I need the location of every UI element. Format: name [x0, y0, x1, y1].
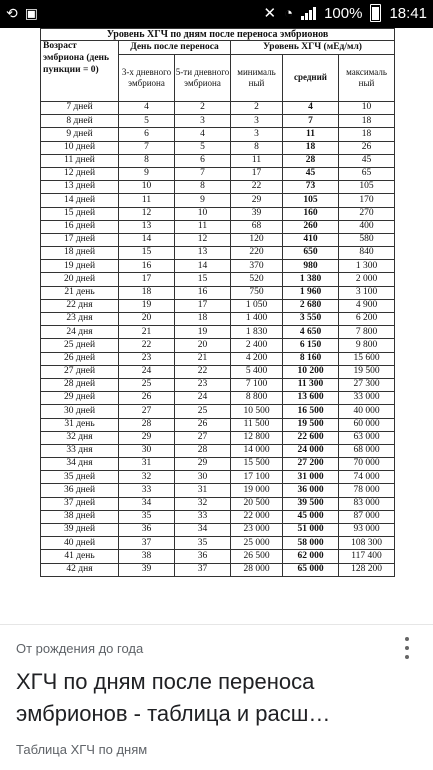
table-cell: 36: [119, 524, 175, 537]
table-cell: 28: [175, 444, 231, 457]
table-cell: 15: [119, 247, 175, 260]
table-row: [41, 167, 395, 180]
table-row: [41, 220, 395, 233]
table-cell: 32 дня: [41, 431, 119, 444]
table-cell: 27: [119, 405, 175, 418]
table-cell: 78 000: [339, 484, 395, 497]
table-cell: 40 000: [339, 405, 395, 418]
table-cell: 2 000: [339, 273, 395, 286]
table-cell: 38: [119, 550, 175, 563]
table-cell: 5: [175, 141, 231, 154]
table-row: [41, 484, 395, 497]
table-row: [41, 247, 395, 260]
table-cell: 8: [175, 181, 231, 194]
table-cell: 39 500: [283, 497, 339, 510]
battery-icon: [370, 4, 381, 22]
table-cell: 4 900: [339, 299, 395, 312]
table-cell: 9: [175, 194, 231, 207]
table-cell: 19 500: [339, 365, 395, 378]
table-cell: 35 дней: [41, 471, 119, 484]
table-row: [41, 537, 395, 550]
table-cell: 12: [119, 207, 175, 220]
table-cell: 30: [119, 444, 175, 457]
table-row: [41, 471, 395, 484]
table-cell: 29: [231, 194, 283, 207]
table-cell: 13: [119, 220, 175, 233]
table-cell: 9 дней: [41, 128, 119, 141]
table-cell: 39 дней: [41, 524, 119, 537]
table-cell: 13: [175, 247, 231, 260]
table-cell: 21: [175, 352, 231, 365]
table-row: [41, 563, 395, 576]
table-cell: 11 дней: [41, 154, 119, 167]
table-cell: 33: [119, 484, 175, 497]
table-cell: 4 200: [231, 352, 283, 365]
table-row: [41, 181, 395, 194]
table-row: [41, 418, 395, 431]
table-cell: 9 800: [339, 339, 395, 352]
table-cell: 18: [339, 115, 395, 128]
hcg-table: [40, 28, 395, 577]
table-cell: 19 500: [283, 418, 339, 431]
divider: [0, 624, 433, 625]
table-cell: 400: [339, 220, 395, 233]
table-row: [41, 194, 395, 207]
table-cell: 1 050: [231, 299, 283, 312]
table-cell: 37: [119, 537, 175, 550]
table-cell: 170: [339, 194, 395, 207]
table-cell: 11: [231, 154, 283, 167]
table-cell: 13 600: [283, 392, 339, 405]
table-cell: 580: [339, 233, 395, 246]
table-cell: 22: [175, 365, 231, 378]
table-row: [41, 207, 395, 220]
table-cell: 18: [283, 141, 339, 154]
result-subtitle: Таблица ХГЧ по дням: [16, 742, 148, 757]
table-cell: 1 300: [339, 260, 395, 273]
table-cell: 24 000: [283, 444, 339, 457]
table-cell: 45: [339, 154, 395, 167]
group-day-header: День после переноса: [119, 41, 231, 55]
hcg-table-image: [40, 28, 394, 624]
col-d3-header: 3-х дневного эмбриона: [119, 55, 175, 102]
table-cell: 73: [283, 181, 339, 194]
table-cell: 37: [175, 563, 231, 576]
table-cell: 26 500: [231, 550, 283, 563]
table-cell: 26: [175, 418, 231, 431]
result-title[interactable]: ХГЧ по дням после переноса эмбрионов - таблица и расш…: [16, 669, 331, 726]
table-cell: 10 дней: [41, 141, 119, 154]
table-cell: 4: [119, 102, 175, 115]
table-cell: 7: [175, 167, 231, 180]
table-cell: 750: [231, 286, 283, 299]
table-cell: 28: [283, 154, 339, 167]
table-cell: 11: [175, 220, 231, 233]
table-cell: 23 дня: [41, 313, 119, 326]
table-cell: 87 000: [339, 510, 395, 523]
table-cell: 12 800: [231, 431, 283, 444]
table-cell: 34 дня: [41, 458, 119, 471]
table-cell: 27 300: [339, 378, 395, 391]
table-cell: 1 400: [231, 313, 283, 326]
table-row: [41, 154, 395, 167]
table-cell: 93 000: [339, 524, 395, 537]
table-cell: 3: [175, 115, 231, 128]
table-cell: 22: [231, 181, 283, 194]
table-cell: 28 000: [231, 563, 283, 576]
col-min-header: минималь ный: [231, 55, 283, 102]
table-cell: 16 500: [283, 405, 339, 418]
table-cell: 14 дней: [41, 194, 119, 207]
table-cell: 28: [119, 418, 175, 431]
table-cell: 40 дней: [41, 537, 119, 550]
table-row: [41, 405, 395, 418]
table-cell: 3 550: [283, 313, 339, 326]
table-cell: 5 400: [231, 365, 283, 378]
table-row: [41, 458, 395, 471]
table-cell: 65 000: [283, 563, 339, 576]
table-cell: 22 дня: [41, 299, 119, 312]
table-cell: 45 000: [283, 510, 339, 523]
table-cell: 25: [119, 378, 175, 391]
table-cell: 34: [119, 497, 175, 510]
table-cell: 11: [119, 194, 175, 207]
table-cell: 1 380: [283, 273, 339, 286]
table-cell: 3: [231, 115, 283, 128]
table-cell: 117 400: [339, 550, 395, 563]
table-cell: 15: [175, 273, 231, 286]
table-row: [41, 299, 395, 312]
more-options-icon[interactable]: [400, 635, 414, 661]
table-cell: 31: [175, 484, 231, 497]
table-cell: 6: [175, 154, 231, 167]
table-cell: 17: [175, 299, 231, 312]
table-cell: 22 600: [283, 431, 339, 444]
table-cell: 980: [283, 260, 339, 273]
table-row: [41, 141, 395, 154]
table-cell: 24: [175, 392, 231, 405]
table-cell: 31: [119, 458, 175, 471]
table-row: [41, 286, 395, 299]
table-cell: 18: [119, 286, 175, 299]
table-cell: 220: [231, 247, 283, 260]
table-cell: 128 200: [339, 563, 395, 576]
table-cell: 39: [231, 207, 283, 220]
table-cell: 29: [175, 458, 231, 471]
signal-icon: [301, 6, 316, 20]
sync-icon: ⟲: [6, 5, 19, 21]
table-cell: 17: [231, 167, 283, 180]
table-cell: 34: [175, 524, 231, 537]
table-cell: 105: [283, 194, 339, 207]
table-cell: 18: [339, 128, 395, 141]
table-cell: 2: [231, 102, 283, 115]
table-cell: 30: [175, 471, 231, 484]
table-cell: 120: [231, 233, 283, 246]
table-row: [41, 352, 395, 365]
table-cell: 20: [175, 339, 231, 352]
table-cell: 160: [283, 207, 339, 220]
table-row: [41, 326, 395, 339]
table-row: [41, 128, 395, 141]
table-cell: 41 день: [41, 550, 119, 563]
status-bar: [0, 0, 433, 28]
table-cell: 650: [283, 247, 339, 260]
table-cell: 840: [339, 247, 395, 260]
table-cell: 410: [283, 233, 339, 246]
table-row: [41, 365, 395, 378]
table-cell: 7 100: [231, 378, 283, 391]
table-cell: 23: [175, 378, 231, 391]
table-cell: 7: [119, 141, 175, 154]
clock: 18:41: [389, 4, 427, 22]
table-cell: 7 дней: [41, 102, 119, 115]
table-row: [41, 273, 395, 286]
table-cell: 23: [119, 352, 175, 365]
table-cell: 10: [339, 102, 395, 115]
table-cell: 11 500: [231, 418, 283, 431]
table-cell: 2 680: [283, 299, 339, 312]
table-cell: 18 дней: [41, 247, 119, 260]
table-cell: 260: [283, 220, 339, 233]
table-cell: 3: [231, 128, 283, 141]
table-cell: 23 000: [231, 524, 283, 537]
table-cell: 28 дней: [41, 378, 119, 391]
table-cell: 25: [175, 405, 231, 418]
table-cell: 35: [119, 510, 175, 523]
table-cell: 60 000: [339, 418, 395, 431]
table-cell: 2: [175, 102, 231, 115]
table-cell: 33 дня: [41, 444, 119, 457]
table-cell: 1 830: [231, 326, 283, 339]
table-row: [41, 260, 395, 273]
table-cell: 4 650: [283, 326, 339, 339]
table-cell: 9: [119, 167, 175, 180]
table-cell: 19 000: [231, 484, 283, 497]
table-row: [41, 102, 395, 115]
status-bar-right: [263, 4, 427, 22]
table-cell: 19: [175, 326, 231, 339]
table-row: [41, 524, 395, 537]
table-cell: 270: [339, 207, 395, 220]
image-icon: ▣: [24, 5, 39, 21]
table-caption: Уровень ХГЧ по дням после переноса эмбрионов: [41, 29, 395, 41]
table-cell: 10 500: [231, 405, 283, 418]
table-cell: 8: [119, 154, 175, 167]
table-cell: 22 000: [231, 510, 283, 523]
table-cell: 26: [339, 141, 395, 154]
table-row: [41, 115, 395, 128]
table-cell: 32: [119, 471, 175, 484]
table-cell: 7 800: [339, 326, 395, 339]
table-cell: 8 800: [231, 392, 283, 405]
table-cell: 6: [119, 128, 175, 141]
table-cell: 21: [119, 326, 175, 339]
table-cell: 4: [175, 128, 231, 141]
table-cell: 25 дней: [41, 339, 119, 352]
table-row: [41, 233, 395, 246]
table-cell: 11: [283, 128, 339, 141]
table-cell: 16 дней: [41, 220, 119, 233]
table-cell: 68: [231, 220, 283, 233]
table-row: [41, 497, 395, 510]
table-row: [41, 510, 395, 523]
table-cell: 21 день: [41, 286, 119, 299]
table-cell: 42 дня: [41, 563, 119, 576]
table-cell: 36 000: [283, 484, 339, 497]
table-cell: 8 160: [283, 352, 339, 365]
table-cell: 83 000: [339, 497, 395, 510]
col-age-header: Возраст эмбриона (день пункции = 0): [41, 41, 119, 102]
table-cell: 10 200: [283, 365, 339, 378]
col-d5-header: 5-ти дневного эмбриона: [175, 55, 231, 102]
table-cell: 12 дней: [41, 167, 119, 180]
table-cell: 20 500: [231, 497, 283, 510]
table-cell: 45: [283, 167, 339, 180]
table-cell: 1 960: [283, 286, 339, 299]
table-cell: 16: [119, 260, 175, 273]
table-cell: 27 200: [283, 458, 339, 471]
table-cell: 13 дней: [41, 181, 119, 194]
table-cell: 7: [283, 115, 339, 128]
status-bar-left: [6, 5, 39, 22]
table-cell: 31 день: [41, 418, 119, 431]
table-cell: 10: [119, 181, 175, 194]
table-row: [41, 444, 395, 457]
table-cell: 15 500: [231, 458, 283, 471]
table-cell: 33: [175, 510, 231, 523]
table-cell: 36: [175, 550, 231, 563]
table-cell: 37 дней: [41, 497, 119, 510]
result-source[interactable]: От рождения до года: [16, 641, 144, 656]
table-cell: 58 000: [283, 537, 339, 550]
table-cell: 3 100: [339, 286, 395, 299]
table-row: [41, 392, 395, 405]
col-avg-header: средний: [283, 55, 339, 102]
table-cell: 19: [119, 299, 175, 312]
table-cell: 17: [119, 273, 175, 286]
table-cell: 22: [119, 339, 175, 352]
table-cell: 8: [231, 141, 283, 154]
wifi-icon: ◔: [284, 4, 294, 22]
table-row: [41, 378, 395, 391]
table-cell: 14: [175, 260, 231, 273]
table-cell: 24 дня: [41, 326, 119, 339]
table-cell: 520: [231, 273, 283, 286]
table-cell: 5: [119, 115, 175, 128]
table-cell: 15 дней: [41, 207, 119, 220]
table-cell: 51 000: [283, 524, 339, 537]
table-cell: 15 600: [339, 352, 395, 365]
table-cell: 4: [283, 102, 339, 115]
table-row: [41, 550, 395, 563]
table-cell: 38 дней: [41, 510, 119, 523]
result-image[interactable]: [0, 28, 433, 624]
table-cell: 30 дней: [41, 405, 119, 418]
table-cell: 26: [119, 392, 175, 405]
table-cell: 33 000: [339, 392, 395, 405]
table-cell: 12: [175, 233, 231, 246]
table-cell: 17 дней: [41, 233, 119, 246]
table-cell: 63 000: [339, 431, 395, 444]
table-cell: 24: [119, 365, 175, 378]
table-cell: 65: [339, 167, 395, 180]
table-body: [41, 102, 395, 577]
table-cell: 108 300: [339, 537, 395, 550]
table-cell: 29 дней: [41, 392, 119, 405]
table-cell: 25 000: [231, 537, 283, 550]
table-cell: 11 300: [283, 378, 339, 391]
table-cell: 19 дней: [41, 260, 119, 273]
col-max-header: максималь ный: [339, 55, 395, 102]
group-level-header: Уровень ХГЧ (мЕд/мл): [231, 41, 395, 55]
table-cell: 105: [339, 181, 395, 194]
table-cell: 6 150: [283, 339, 339, 352]
table-cell: 39: [119, 563, 175, 576]
table-cell: 10: [175, 207, 231, 220]
table-cell: 8 дней: [41, 115, 119, 128]
table-cell: 2 400: [231, 339, 283, 352]
table-cell: 36 дней: [41, 484, 119, 497]
table-cell: 35: [175, 537, 231, 550]
table-cell: 32: [175, 497, 231, 510]
table-cell: 74 000: [339, 471, 395, 484]
table-cell: 14 000: [231, 444, 283, 457]
table-cell: 17 100: [231, 471, 283, 484]
table-cell: 29: [119, 431, 175, 444]
table-cell: 6 200: [339, 313, 395, 326]
table-cell: 27: [175, 431, 231, 444]
table-cell: 20 дней: [41, 273, 119, 286]
table-cell: 14: [119, 233, 175, 246]
mute-icon: ✕: [263, 5, 277, 22]
table-cell: 62 000: [283, 550, 339, 563]
table-row: [41, 431, 395, 444]
table-cell: 18: [175, 313, 231, 326]
table-cell: 27 дней: [41, 365, 119, 378]
table-cell: 20: [119, 313, 175, 326]
table-row: [41, 339, 395, 352]
table-cell: 16: [175, 286, 231, 299]
table-cell: 70 000: [339, 458, 395, 471]
battery-percent: 100%: [324, 4, 363, 22]
table-row: [41, 313, 395, 326]
table-cell: 68 000: [339, 444, 395, 457]
table-cell: 370: [231, 260, 283, 273]
table-cell: 26 дней: [41, 352, 119, 365]
table-cell: 31 000: [283, 471, 339, 484]
